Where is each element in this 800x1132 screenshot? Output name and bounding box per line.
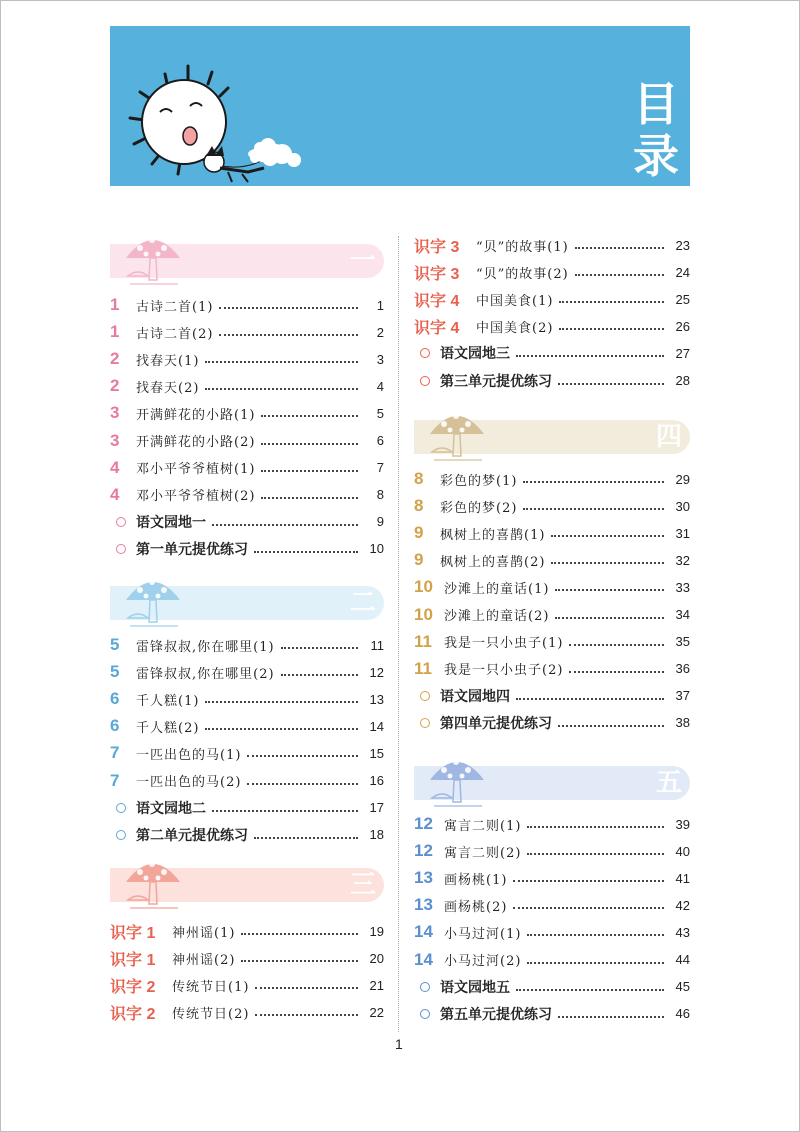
toc-entry[interactable]	[414, 286, 690, 312]
dot-leader	[247, 783, 358, 785]
entry-page-number: 3	[376, 351, 384, 367]
entry-page-number: 15	[369, 745, 384, 761]
unit-numeral: 一	[349, 246, 376, 276]
entry-number: 9	[414, 550, 424, 570]
toc-entry[interactable]	[110, 536, 384, 562]
toc-entry[interactable]	[414, 1001, 690, 1027]
entry-number: 14	[414, 922, 433, 942]
dot-leader	[527, 962, 664, 964]
entry-title: 古诗二首(1)	[136, 299, 214, 315]
dot-leader	[219, 307, 358, 309]
entry-number: 11	[414, 631, 432, 651]
dot-leader	[558, 725, 664, 727]
mushroom-decoration	[118, 852, 188, 916]
sun-kite-illustration	[110, 26, 410, 186]
unit-numeral: 二	[349, 588, 376, 618]
dot-leader	[241, 933, 358, 935]
toc-entry[interactable]	[110, 428, 384, 454]
dot-leader	[261, 415, 358, 417]
entry-title: 我是一只小虫子(1)	[444, 636, 564, 652]
entry-number: 3	[110, 430, 120, 450]
toc-entry[interactable]	[414, 838, 690, 864]
entry-number: 1	[110, 295, 120, 314]
entry-number: 6	[110, 716, 120, 736]
entry-title: 语文园地五	[440, 979, 510, 996]
dot-leader	[205, 388, 358, 390]
mushroom-decoration	[422, 750, 492, 814]
unit-numeral: 四	[655, 422, 682, 452]
dot-leader	[559, 328, 664, 330]
mushroom-decoration	[118, 570, 188, 634]
toc-entry[interactable]	[110, 740, 384, 766]
entry-page-number: 40	[675, 843, 690, 859]
entry-title: 千人糕(2)	[136, 720, 200, 736]
dot-leader	[527, 826, 664, 828]
dot-leader	[555, 589, 664, 591]
entry-page-number: 10	[369, 541, 384, 557]
toc-entry[interactable]	[110, 632, 384, 658]
dot-leader	[569, 671, 664, 673]
toc-entry[interactable]	[414, 683, 690, 709]
entry-number: 4	[110, 457, 120, 477]
entry-title: 古诗二首(2)	[136, 326, 214, 342]
toc-entry[interactable]	[110, 509, 384, 535]
mushroom-icon	[422, 750, 492, 810]
dot-leader	[516, 355, 664, 357]
entry-number: 6	[110, 689, 120, 709]
entry-title: 语文园地三	[440, 346, 510, 363]
dot-leader	[513, 907, 664, 909]
bullet-circle-icon	[116, 803, 126, 813]
entry-page-number: 31	[675, 525, 690, 541]
dot-leader	[523, 481, 664, 483]
entry-page-number: 12	[369, 664, 384, 680]
toc-entry[interactable]	[110, 400, 384, 426]
toc-entry[interactable]	[110, 346, 384, 372]
entry-number: 11	[414, 658, 432, 678]
dot-leader	[247, 755, 358, 757]
bullet-circle-icon	[116, 517, 126, 527]
entry-title: 第二单元提优练习	[136, 827, 248, 844]
dot-leader	[558, 383, 664, 385]
entry-title: 语文园地四	[440, 688, 510, 705]
entry-page-number: 5	[376, 405, 384, 421]
bullet-circle-icon	[420, 718, 430, 728]
entry-number: 13	[414, 895, 433, 915]
entry-page-number: 21	[369, 977, 384, 993]
toc-entry[interactable]	[414, 547, 690, 573]
entry-title: 雷锋叔叔,你在哪里(2)	[136, 666, 275, 682]
entry-number: 识字 1	[110, 924, 156, 942]
entry-title: 画杨桃(1)	[444, 872, 508, 888]
entry-page-number: 34	[675, 607, 690, 622]
column-divider	[398, 236, 399, 1032]
entry-number: 识字 2	[110, 1005, 156, 1023]
toc-entry[interactable]	[110, 659, 384, 685]
entry-page-number: 1	[376, 297, 384, 313]
entry-title: 千人糕(1)	[136, 693, 200, 709]
entry-number: 9	[414, 523, 424, 543]
dot-leader	[527, 934, 664, 936]
bullet-circle-icon	[420, 376, 430, 386]
entry-number: 识字 4	[414, 319, 460, 337]
dot-leader	[255, 987, 358, 989]
entry-page-number: 36	[675, 661, 690, 677]
dot-leader	[254, 837, 358, 839]
toc-entry[interactable]	[414, 974, 690, 1000]
toc-entry[interactable]	[414, 313, 690, 339]
toc-entry[interactable]	[414, 811, 690, 837]
toc-entry[interactable]	[110, 945, 384, 971]
entry-page-number: 37	[675, 688, 690, 704]
dot-leader	[261, 497, 358, 499]
entry-number: 1	[110, 322, 120, 342]
dot-leader	[555, 617, 664, 619]
entry-page-number: 29	[675, 471, 690, 487]
entry-number: 识字 1	[110, 951, 156, 969]
entry-page-number: 8	[376, 487, 384, 503]
entry-number: 7	[110, 770, 120, 790]
entry-number: 4	[110, 484, 120, 504]
entry-title: 彩色的梦(2)	[440, 500, 518, 516]
entry-number: 12	[414, 814, 433, 833]
entry-page-number: 30	[675, 498, 690, 514]
entry-title: 中国美食(1)	[476, 293, 554, 309]
toc-entry[interactable]	[414, 865, 690, 891]
toc-entry[interactable]	[414, 602, 690, 628]
entry-title: 找春天(2)	[136, 380, 200, 396]
toc-entry[interactable]	[414, 919, 690, 945]
entry-page-number: 4	[376, 378, 384, 394]
entry-page-number: 46	[675, 1006, 690, 1022]
toc-entry[interactable]	[414, 259, 690, 285]
mushroom-icon	[422, 404, 492, 464]
toc-entry[interactable]	[110, 319, 384, 345]
entry-page-number: 32	[675, 552, 690, 568]
entry-page-number: 20	[369, 950, 384, 966]
entry-page-number: 13	[369, 691, 384, 707]
entry-title: 传统节日(2)	[172, 1006, 250, 1022]
bullet-circle-icon	[420, 691, 430, 701]
dot-leader	[558, 1016, 664, 1018]
dot-leader	[551, 535, 664, 537]
entry-page-number: 25	[675, 291, 690, 307]
toc-entry[interactable]	[110, 768, 384, 794]
dot-leader	[205, 728, 358, 730]
entry-page-number: 7	[376, 460, 384, 476]
dot-leader	[261, 470, 358, 472]
dot-leader	[527, 853, 664, 855]
toc-entry[interactable]	[110, 482, 384, 508]
dot-leader	[205, 361, 358, 363]
entry-page-number: 23	[675, 237, 690, 253]
dot-leader	[575, 274, 664, 276]
entry-page-number: 22	[369, 1004, 384, 1020]
toc-entry[interactable]	[110, 292, 384, 318]
entry-number: 识字 3	[414, 265, 460, 283]
entry-number: 识字 3	[414, 238, 460, 256]
dot-leader	[516, 989, 664, 991]
entry-number: 5	[110, 635, 120, 654]
entry-number: 2	[110, 376, 120, 396]
toc-entry[interactable]	[414, 232, 690, 258]
dot-leader	[575, 247, 664, 249]
dot-leader	[212, 810, 358, 812]
entry-title: 找春天(1)	[136, 353, 200, 369]
entry-title: “贝”的故事(2)	[476, 266, 569, 282]
entry-title: 开满鲜花的小路(2)	[136, 435, 256, 450]
toc-entry[interactable]	[110, 373, 384, 399]
toc-entry[interactable]	[414, 466, 690, 492]
entry-number: 5	[110, 662, 120, 682]
entry-page-number: 28	[675, 373, 690, 388]
entry-page-number: 19	[369, 923, 384, 939]
dot-leader	[241, 960, 358, 962]
toc-entry[interactable]	[110, 795, 384, 821]
entry-number: 7	[110, 743, 120, 763]
entry-title: 第五单元提优练习	[440, 1006, 552, 1023]
bullet-circle-icon	[116, 544, 126, 554]
entry-title: 第三单元提优练习	[440, 373, 552, 390]
dot-leader	[205, 701, 358, 703]
entry-title: 寓言二则(1)	[444, 818, 522, 834]
entry-title: 语文园地一	[136, 514, 206, 531]
toc-entry[interactable]	[414, 710, 690, 736]
entry-page-number: 18	[369, 827, 384, 843]
mushroom-decoration	[118, 228, 188, 292]
entry-number: 8	[414, 469, 424, 488]
toc-entry[interactable]	[414, 947, 690, 973]
entry-title: 神州谣(1)	[172, 925, 236, 941]
entry-title: 神州谣(2)	[172, 952, 236, 968]
entry-number: 13	[414, 868, 433, 888]
toc-entry[interactable]	[414, 656, 690, 682]
dot-leader	[281, 647, 358, 649]
dot-leader	[212, 524, 358, 526]
toc-entry[interactable]	[110, 822, 384, 848]
entry-page-number: 16	[369, 773, 384, 788]
toc-entry[interactable]	[110, 686, 384, 712]
entry-title: 沙滩上的童话(1)	[444, 581, 550, 597]
entry-title: 开满鲜花的小路(1)	[136, 407, 256, 423]
entry-title: 第四单元提优练习	[440, 715, 552, 732]
entry-number: 10	[414, 577, 433, 597]
footer-page-number: 1	[395, 1036, 403, 1052]
entry-title: 一匹出色的马(2)	[136, 775, 242, 790]
entry-title: 雷锋叔叔,你在哪里(1)	[136, 639, 275, 655]
entry-page-number: 24	[675, 264, 690, 280]
entry-title: 我是一只小虫子(2)	[444, 663, 564, 679]
entry-title: 彩色的梦(1)	[440, 473, 518, 489]
entry-number: 2	[110, 349, 120, 369]
entry-page-number: 9	[376, 514, 384, 530]
mushroom-icon	[118, 228, 188, 288]
entry-number: 识字 2	[110, 978, 156, 996]
entry-page-number: 44	[675, 952, 690, 967]
entry-page-number: 35	[675, 634, 690, 650]
entry-page-number: 27	[675, 345, 690, 361]
bullet-circle-icon	[420, 348, 430, 358]
entry-title: 邓小平爷爷植树(2)	[136, 489, 256, 505]
dot-leader	[516, 698, 664, 700]
bullet-circle-icon	[116, 830, 126, 840]
entry-page-number: 38	[675, 715, 690, 731]
entry-page-number: 41	[675, 870, 690, 886]
entry-page-number: 11	[370, 637, 384, 653]
entry-number: 识字 4	[414, 292, 460, 310]
header-banner	[110, 26, 690, 186]
toc-entry[interactable]	[414, 892, 690, 918]
dot-leader	[569, 644, 664, 646]
toc-entry[interactable]	[110, 455, 384, 481]
entry-title: 枫树上的喜鹊(1)	[440, 527, 546, 543]
entry-title: 小马过河(1)	[444, 926, 522, 942]
entry-title: 枫树上的喜鹊(2)	[440, 554, 546, 570]
dot-leader	[255, 1014, 358, 1016]
entry-number: 3	[110, 403, 120, 423]
entry-page-number: 6	[376, 433, 384, 448]
entry-page-number: 33	[675, 579, 690, 595]
mushroom-icon	[118, 570, 188, 630]
toc-entry[interactable]	[414, 629, 690, 655]
dot-leader	[523, 508, 664, 510]
entry-title: 一匹出色的马(1)	[136, 747, 242, 763]
mushroom-decoration	[422, 404, 492, 468]
dot-leader	[254, 551, 358, 553]
entry-title: 沙滩上的童话(2)	[444, 609, 550, 624]
bullet-circle-icon	[420, 982, 430, 992]
unit-numeral: 三	[349, 870, 376, 900]
entry-page-number: 43	[675, 924, 690, 940]
entry-page-number: 2	[376, 324, 384, 340]
toc-entry[interactable]	[110, 999, 384, 1025]
toc-entry[interactable]	[414, 520, 690, 546]
entry-number: 10	[414, 604, 433, 624]
entry-title: 第一单元提优练习	[136, 541, 248, 558]
entry-title: 画杨桃(2)	[444, 899, 508, 915]
entry-title: 中国美食(2)	[476, 320, 554, 336]
dot-leader	[551, 562, 664, 564]
entry-page-number: 17	[369, 800, 384, 816]
toc-entry[interactable]	[414, 574, 690, 600]
entry-page-number: 39	[675, 816, 690, 832]
dot-leader	[261, 443, 358, 445]
entry-number: 14	[414, 949, 433, 969]
entry-title: 寓言二则(2)	[444, 845, 522, 861]
toc-entry[interactable]	[110, 972, 384, 998]
dot-leader	[559, 301, 664, 303]
entry-title: 邓小平爷爷植树(1)	[136, 462, 256, 478]
entry-title: “贝”的故事(1)	[476, 239, 569, 255]
toc-entry[interactable]	[110, 713, 384, 739]
dot-leader	[219, 334, 358, 336]
entry-title: 传统节日(1)	[172, 979, 250, 995]
entry-title: 语文园地二	[136, 800, 206, 817]
unit-numeral: 五	[655, 768, 682, 798]
entry-page-number: 42	[675, 897, 690, 913]
entry-number: 8	[414, 496, 424, 516]
entry-page-number: 26	[675, 318, 690, 334]
toc-entry[interactable]	[414, 493, 690, 519]
toc-entry[interactable]	[414, 340, 690, 366]
dot-leader	[281, 674, 358, 676]
mushroom-icon	[118, 852, 188, 912]
entry-title: 小马过河(2)	[444, 954, 522, 969]
bullet-circle-icon	[420, 1009, 430, 1019]
toc-entry[interactable]	[110, 918, 384, 944]
entry-page-number: 45	[675, 979, 690, 995]
dot-leader	[513, 880, 664, 882]
entry-number: 12	[414, 841, 433, 861]
toc-entry[interactable]	[414, 368, 690, 394]
toc-title: 目 录	[633, 77, 679, 183]
entry-page-number: 14	[369, 718, 384, 734]
